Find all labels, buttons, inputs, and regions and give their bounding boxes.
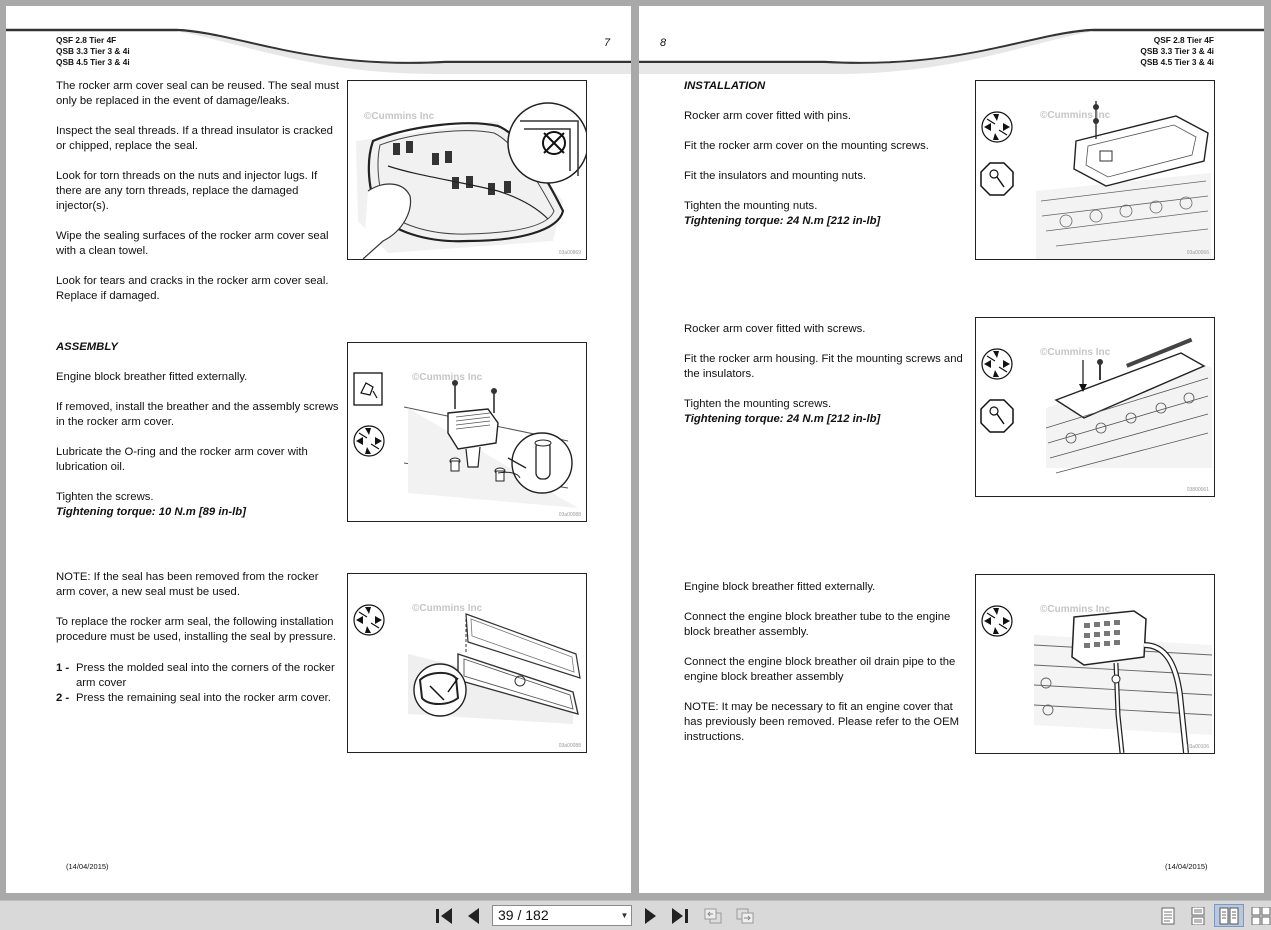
- paragraph: If removed, install the breather and the assembly screws in the rocker arm cover.: [56, 401, 339, 428]
- seal-installation-figure: [347, 573, 587, 753]
- figure-watermark: ©Cummins Inc: [412, 603, 483, 614]
- step-number: 1 -: [56, 662, 70, 674]
- facing-view-icon[interactable]: [1219, 907, 1239, 925]
- paragraph: Engine block breather fitted externally.: [56, 371, 248, 383]
- oil-can-icon: [354, 373, 382, 405]
- tighten-direction-icon: [354, 426, 384, 456]
- tightening-torque: Tightening torque: 24 N.m [212 in-lb]: [684, 215, 881, 227]
- seal-inspection-figure: [347, 80, 587, 260]
- paragraph: Connect the engine block breather tube to the engine block breather assembly.: [684, 611, 951, 638]
- step-text: Press the remaining seal into the rocker arm cover.: [76, 692, 331, 704]
- paragraph: Rocker arm cover fitted with screws.: [684, 323, 866, 335]
- header-line: QSF 2.8 Tier 4F: [1153, 35, 1214, 45]
- header-line: QSB 4.5 Tier 3 & 4i: [56, 57, 130, 67]
- paragraph: To replace the rocker arm seal, the following installation procedure must be used, installing the seal by pressure.: [56, 616, 337, 643]
- paragraph: Fit the rocker arm cover on the mounting screws.: [684, 140, 929, 152]
- figure-watermark: ©Cummins Inc: [1040, 347, 1111, 358]
- page-dropdown-chevron-icon[interactable]: ▼: [620, 911, 629, 920]
- model-header: [56, 35, 130, 68]
- breather-connection-text: [684, 580, 969, 745]
- document-page-right: [639, 6, 1264, 893]
- paragraph: Rocker arm cover fitted with pins.: [684, 110, 851, 122]
- figure-watermark: ©Cummins Inc: [1040, 604, 1111, 615]
- previous-view-icon[interactable]: [703, 907, 723, 925]
- figure-watermark: ©Cummins Inc: [412, 372, 483, 383]
- previous-page-icon[interactable]: [464, 907, 484, 925]
- paragraph: Inspect the seal threads. If a thread insulator is cracked or chipped, replace the seal.: [56, 125, 333, 152]
- paragraph: NOTE: If the seal has been removed from the rocker arm cover, a new seal must be used.: [56, 571, 319, 598]
- next-page-icon[interactable]: [640, 907, 660, 925]
- header-line: QSB 4.5 Tier 3 & 4i: [1140, 57, 1214, 67]
- list-item: [56, 661, 346, 691]
- next-view-icon[interactable]: [735, 907, 755, 925]
- header-line: QSB 3.3 Tier 3 & 4i: [56, 46, 130, 56]
- paragraph: NOTE: It may be necessary to fit an engine cover that has previously been removed. Please refer to the OEM instructions.: [684, 701, 960, 743]
- figure-watermark: ©Cummins Inc: [1040, 110, 1111, 121]
- figure-code: 03a00869: [558, 250, 581, 256]
- revision-date: (14/04/2015): [66, 862, 109, 871]
- page-number: 7: [604, 37, 611, 49]
- figure-watermark: ©Cummins Inc: [364, 111, 435, 122]
- paragraph: Lubricate the O-ring and the rocker arm cover with lubrication oil.: [56, 446, 308, 473]
- step-text: Press the molded seal into the corners of the rocker arm cover: [76, 662, 335, 689]
- figure-code: 03a00088: [558, 743, 581, 749]
- paragraph: Fit the insulators and mounting nuts.: [684, 170, 867, 182]
- continuous-view-icon[interactable]: [1188, 907, 1208, 925]
- paragraph: Tighten the screws.: [56, 491, 154, 503]
- header-line: QSB 3.3 Tier 3 & 4i: [1140, 46, 1214, 56]
- figure-code: 03800061: [1186, 487, 1209, 493]
- figure-code: 03a00088: [558, 512, 581, 518]
- figure-code: 03a00066: [1186, 250, 1209, 256]
- pdf-navigation-toolbar: [0, 900, 1271, 930]
- paragraph: Tighten the mounting nuts.: [684, 200, 818, 212]
- figure-code: 03a00106: [1186, 744, 1209, 750]
- paragraph: Connect the engine block breather oil drain pipe to the engine block breather assembly: [684, 656, 956, 683]
- paragraph: Look for tears and cracks in the rocker arm cover seal. Replace if damaged.: [56, 275, 329, 302]
- breather-assembly-figure: [347, 342, 587, 522]
- section-title: ASSEMBLY: [56, 341, 118, 353]
- seal-note-text: [56, 570, 341, 645]
- tightening-torque: Tightening torque: 24 N.m [212 in-lb]: [684, 413, 881, 425]
- paragraph: Engine block breather fitted externally.: [684, 581, 876, 593]
- breather-connection-figure: [975, 574, 1215, 754]
- paragraph: Look for torn threads on the nuts and injector lugs. If there are any torn threads, replace the damaged injector(s).: [56, 170, 318, 212]
- single-page-view-icon[interactable]: [1158, 907, 1178, 925]
- list-item: [56, 691, 346, 706]
- assembly-text: [56, 340, 341, 520]
- page-number: 8: [660, 37, 667, 49]
- continuous-facing-view-icon[interactable]: [1251, 907, 1271, 925]
- model-header: [1140, 35, 1214, 68]
- document-page-left: [6, 6, 631, 893]
- page-number-input[interactable]: 39 / 182: [492, 905, 632, 926]
- paragraph: Tighten the mounting screws.: [684, 398, 832, 410]
- paragraph: Wipe the sealing surfaces of the rocker arm cover seal with a clean towel.: [56, 230, 329, 257]
- revision-date: (14/04/2015): [1165, 862, 1208, 871]
- last-page-icon[interactable]: [670, 907, 690, 925]
- inspection-text: [56, 79, 341, 304]
- paragraph: Fit the rocker arm housing. Fit the mounting screws and the insulators.: [684, 353, 963, 380]
- cover-pins-figure: [975, 80, 1215, 260]
- paragraph: The rocker arm cover seal can be reused. The seal must only be replaced in the event of damage/leaks.: [56, 80, 339, 107]
- installation-pins-text: [684, 79, 969, 229]
- procedure-steps: [56, 661, 346, 706]
- first-page-icon[interactable]: [434, 907, 454, 925]
- header-line: QSF 2.8 Tier 4F: [56, 35, 117, 45]
- cover-screws-figure: [975, 317, 1215, 497]
- section-title: INSTALLATION: [684, 80, 766, 92]
- tightening-torque: Tightening torque: 10 N.m [89 in-lb]: [56, 506, 246, 518]
- step-number: 2 -: [56, 692, 70, 704]
- installation-screws-text: [684, 322, 969, 427]
